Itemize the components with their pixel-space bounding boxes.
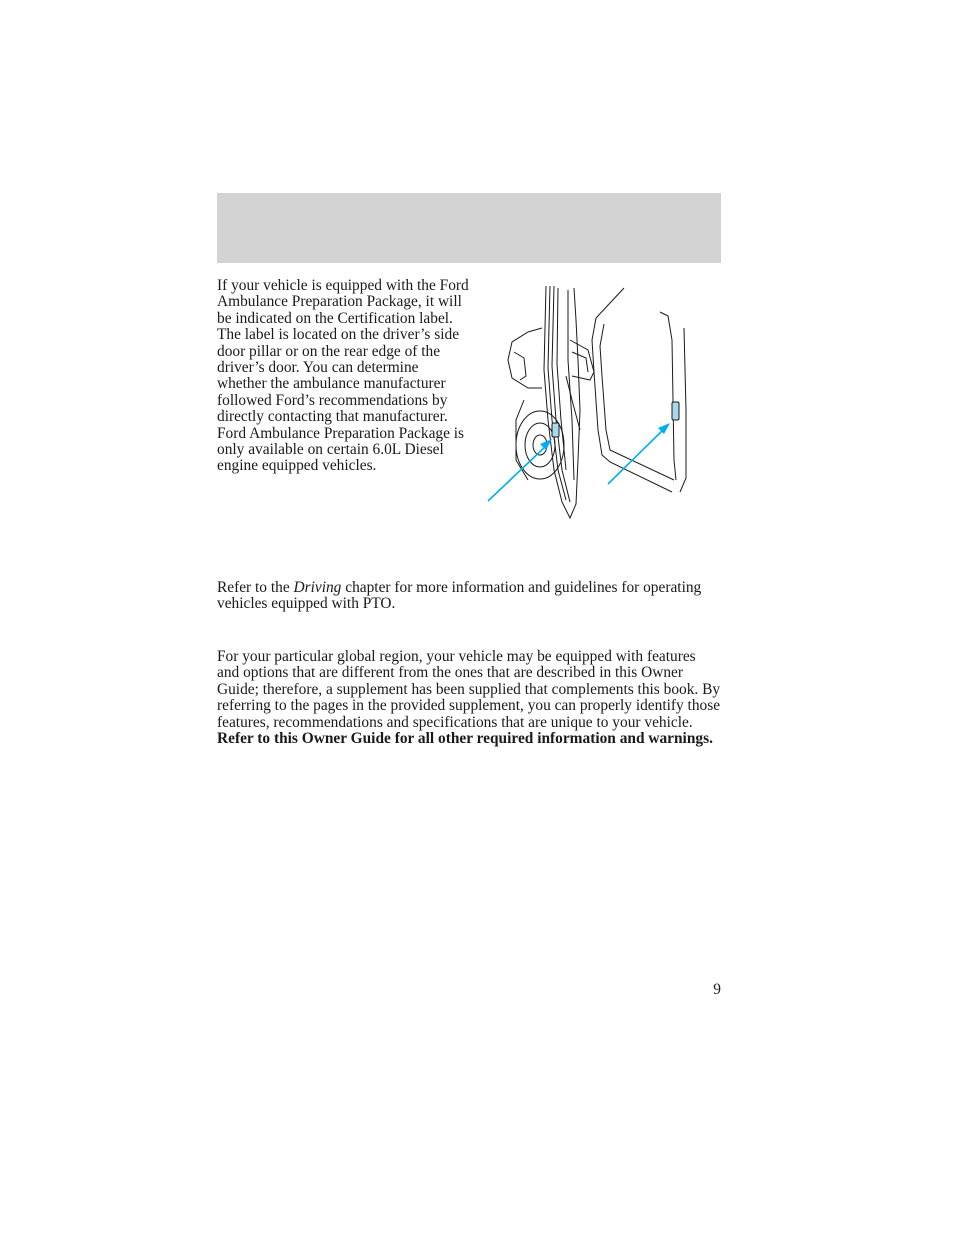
door-pillar-label-figure <box>484 280 694 522</box>
driving-chapter-reference: Driving <box>293 579 342 596</box>
section-header-band <box>217 193 721 263</box>
pto-text-after: chapter for more information and guidelines for operating vehicles equipped with PTO. <box>217 579 702 613</box>
owner-guide-warning: Refer to this Owner Guide for all other required information and warnings. <box>217 730 713 748</box>
global-region-paragraph <box>217 649 721 747</box>
ambulance-package-text: If your vehicle is equipped with the Ford Ambulance Preparation Package, it will be indicated on the Certification label. The label is located on the driver’s side door pillar or on the rear edge of the driver’s door. You can determine whether the ambulance manufacturer followed Ford’s recommendations by directly contacting that manufacturer. Ford Ambulance Preparation Package is only available on certain 6.0L Diesel engine equipped vehicles. <box>217 277 469 475</box>
door-edge-label <box>552 423 559 437</box>
page-number: 9 <box>713 981 721 998</box>
ambulance-package-paragraph <box>217 278 469 475</box>
door-pillar-label <box>672 402 679 420</box>
global-region-text: For your particular global region, your vehicle may be equipped with features and options that are different from the ones that are described in this Owner Guide; therefore, a supplement has been supplied that complements this book. By referring to the pages in the provided supplement, you can properly identify those features, recommendations and specifications that are unique to your vehicle. <box>217 648 721 731</box>
pto-text-before: Refer to the <box>217 579 294 596</box>
pto-paragraph <box>217 580 721 613</box>
pointer-arrow-icon <box>488 439 552 501</box>
door-pillar-label-illustration <box>484 280 694 522</box>
